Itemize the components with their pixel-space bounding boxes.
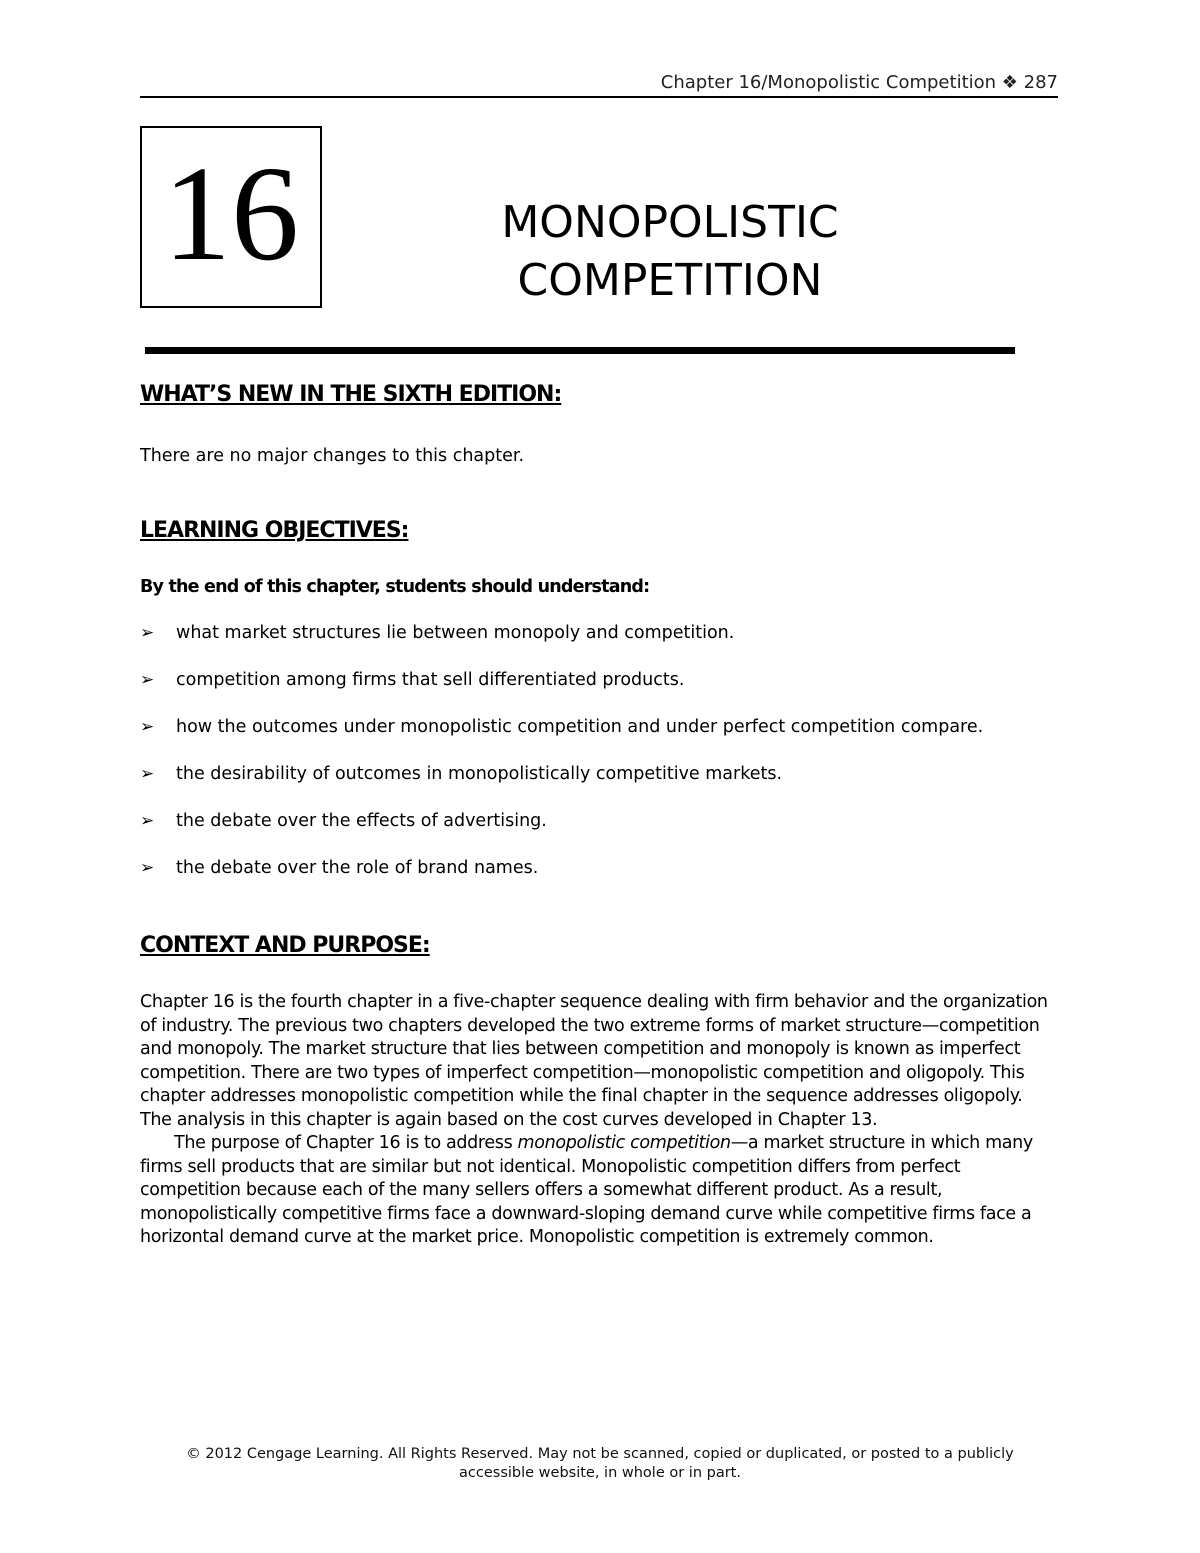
copyright-footer <box>0 1445 1200 1483</box>
objective-text: the desirability of outcomes in monopolistically competitive markets. <box>176 763 783 784</box>
running-header: Chapter 16/Monopolistic Competition ❖ 287 <box>660 72 1058 93</box>
arrow-bullet-icon: ➢ <box>140 669 155 690</box>
page-content <box>140 382 1058 1250</box>
context-paragraph-2-term: monopolistic competition <box>517 1133 731 1153</box>
title-divider <box>145 347 1015 354</box>
footer-line-2: accessible website, in whole or in part. <box>459 1465 741 1481</box>
objectives-lead: By the end of this chapter, students should understand: <box>140 577 650 597</box>
objective-text: the debate over the role of brand names. <box>176 857 539 878</box>
header-rule <box>140 96 1058 98</box>
learning-objectives-heading: LEARNING OBJECTIVES: <box>140 518 409 543</box>
list-item <box>140 844 1058 891</box>
chapter-number: 16 <box>163 139 299 289</box>
chapter-title-line-2: COMPETITION <box>517 255 823 306</box>
arrow-bullet-icon: ➢ <box>140 810 155 831</box>
arrow-bullet-icon: ➢ <box>140 716 155 737</box>
objective-text: how the outcomes under monopolistic competition and under perfect competition compare. <box>176 716 984 737</box>
arrow-bullet-icon: ➢ <box>140 763 155 784</box>
chapter-title <box>430 194 910 310</box>
context-paragraph-2-start: The purpose of Chapter 16 is to address <box>174 1133 518 1153</box>
context-paragraph-2 <box>140 1132 1058 1250</box>
arrow-bullet-icon: ➢ <box>140 622 155 643</box>
context-paragraph-2-end: —a market structure in which many firms sell products that are similar but not identical. Monopolistic competition differs from perfect competition because each of the many sellers offers a somewhat different product. As a result, monopolistically competitive firms face a downward-sloping demand curve while competitive firms face a horizontal demand curve at the market price. Monopolistic competition is extremely common. <box>140 1133 1033 1247</box>
whats-new-heading: WHAT’S NEW IN THE SIXTH EDITION: <box>140 382 562 407</box>
list-item <box>140 797 1058 844</box>
chapter-number-box <box>140 126 322 308</box>
objective-text: the debate over the effects of advertising. <box>176 810 547 831</box>
list-item <box>140 703 1058 750</box>
list-item <box>140 750 1058 797</box>
list-item <box>140 656 1058 703</box>
context-heading: CONTEXT AND PURPOSE: <box>140 933 430 958</box>
arrow-bullet-icon: ➢ <box>140 857 155 878</box>
objective-text: what market structures lie between monopoly and competition. <box>176 622 735 643</box>
objectives-list <box>140 609 1058 891</box>
objective-text: competition among firms that sell differentiated products. <box>176 669 685 690</box>
footer-line-1: © 2012 Cengage Learning. All Rights Reserved. May not be scanned, copied or duplicated, or posted to a publicly <box>186 1446 1014 1462</box>
whats-new-text: There are no major changes to this chapter. <box>140 446 525 466</box>
chapter-title-line-1: MONOPOLISTIC <box>501 197 839 248</box>
context-paragraph-1: Chapter 16 is the fourth chapter in a five-chapter sequence dealing with firm behavior and the organization of industry. The previous two chapters developed the two extreme forms of market structure—competition and monopoly. The market structure that lies between competition and monopoly is known as imperfect competition. There are two types of imperfect competition—monopolistic competition and oligopoly. This chapter addresses monopolistic competition while the final chapter in the sequence addresses oligopoly. The analysis in this chapter is again based on the cost curves developed in Chapter 13. <box>140 992 1048 1130</box>
list-item <box>140 609 1058 656</box>
